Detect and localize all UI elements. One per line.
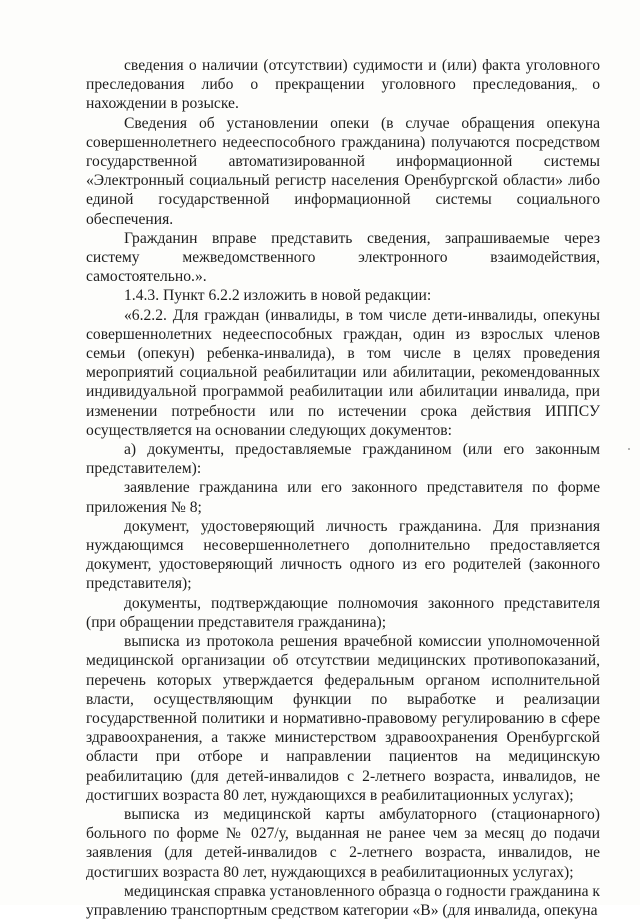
document-body bbox=[86, 56, 600, 920]
paragraph-driving-certificate: медицинская справка установленного образца о годности гражданина к управлению транспортным средством категории «В» (для инвалида, опекуна bbox=[86, 882, 600, 919]
paragraph-record-info: сведения о наличии (отсутствии) судимости и (или) факта уголовного преследования либо о прекращении уголовного преследования, о нахождении в розыске. bbox=[86, 57, 600, 113]
scan-speck bbox=[628, 448, 630, 450]
paragraph-application: заявление гражданина или его законного представителя по форме приложения № 8; bbox=[86, 479, 600, 516]
paragraph-clause-1-4-3: 1.4.3. Пункт 6.2.2 изложить в новой редакции: bbox=[124, 287, 432, 305]
paragraph-documents-a: а) документы, предоставляемые гражданином (или его законным представителем): bbox=[86, 441, 600, 478]
paragraph-citizen-right: Гражданин вправе представить сведения, запрашиваемые через систему межведомственного электронного взаимодействия, самостоятельно.». bbox=[86, 229, 600, 286]
paragraph-guardianship-info: Сведения об установлении опеки (в случае обращения опекуна совершеннолетнего недееспособного гражданина) получаются посредством государственной автоматизированной информационной системы «Электронный социальный регистр населения Оренбургской области» либо единой государственной информационной системы социального обеспечения. bbox=[86, 114, 600, 228]
paragraph-identity-document: документ, удостоверяющий личность гражданина. Для признания нуждающимся несовершеннолетнего дополнительно предоставляется документ, удостоверяющий личность одного из его родителей (законного представителя); bbox=[86, 517, 600, 593]
paragraph-medical-card-extract: выписка из медицинской карты амбулаторного (стационарного) больного по форме № 027/у, выданная не ранее чем за месяц до подачи заявления (для детей-инвалидов с 2-летнего возраста, инвалидов, не достигших возраста 80 лет, нуждающихся в реабилитационных услугах); bbox=[86, 805, 600, 881]
paragraph-representative-documents: документы, подтверждающие полномочия законного представителя (при обращении представителя гражданина); bbox=[86, 594, 600, 631]
paragraph-medical-commission-extract: выписка из протокола решения врачебной комиссии уполномоченной медицинской организации об отсутствии медицинских противопоказаний, перечень которых утверждается федеральным органом исполнительной власти, осуществляющим функции по выработке и реализации государственной политики и нормативно-правовому регулированию в сфере здравоохранения, а также министерством здравоохранения Оренбургской области при отборе и направлении пациентов на медицинскую реабилитацию (для детей-инвалидов с 2-летнего возраста, инвалидов, не достигших возраста 80 лет, нуждающихся в реабилитационных услугах); bbox=[86, 633, 600, 804]
paragraph-clause-6-2-2: «6.2.2. Для граждан (инвалиды, в том числе дети-инвалиды, опекуны совершеннолетних недееспособных граждан, один из взрослых членов семьи (опекун) ребенка-инвалида), в том числе в целях проведения мероприятий социальной реабилитации или абилитации, рекомендованных индивидуальной программой реабилитации или абилитации инвалида, при изменении потребности или по истечении срока действия ИППСУ осуществляется на основании следующих документов: bbox=[86, 306, 600, 439]
